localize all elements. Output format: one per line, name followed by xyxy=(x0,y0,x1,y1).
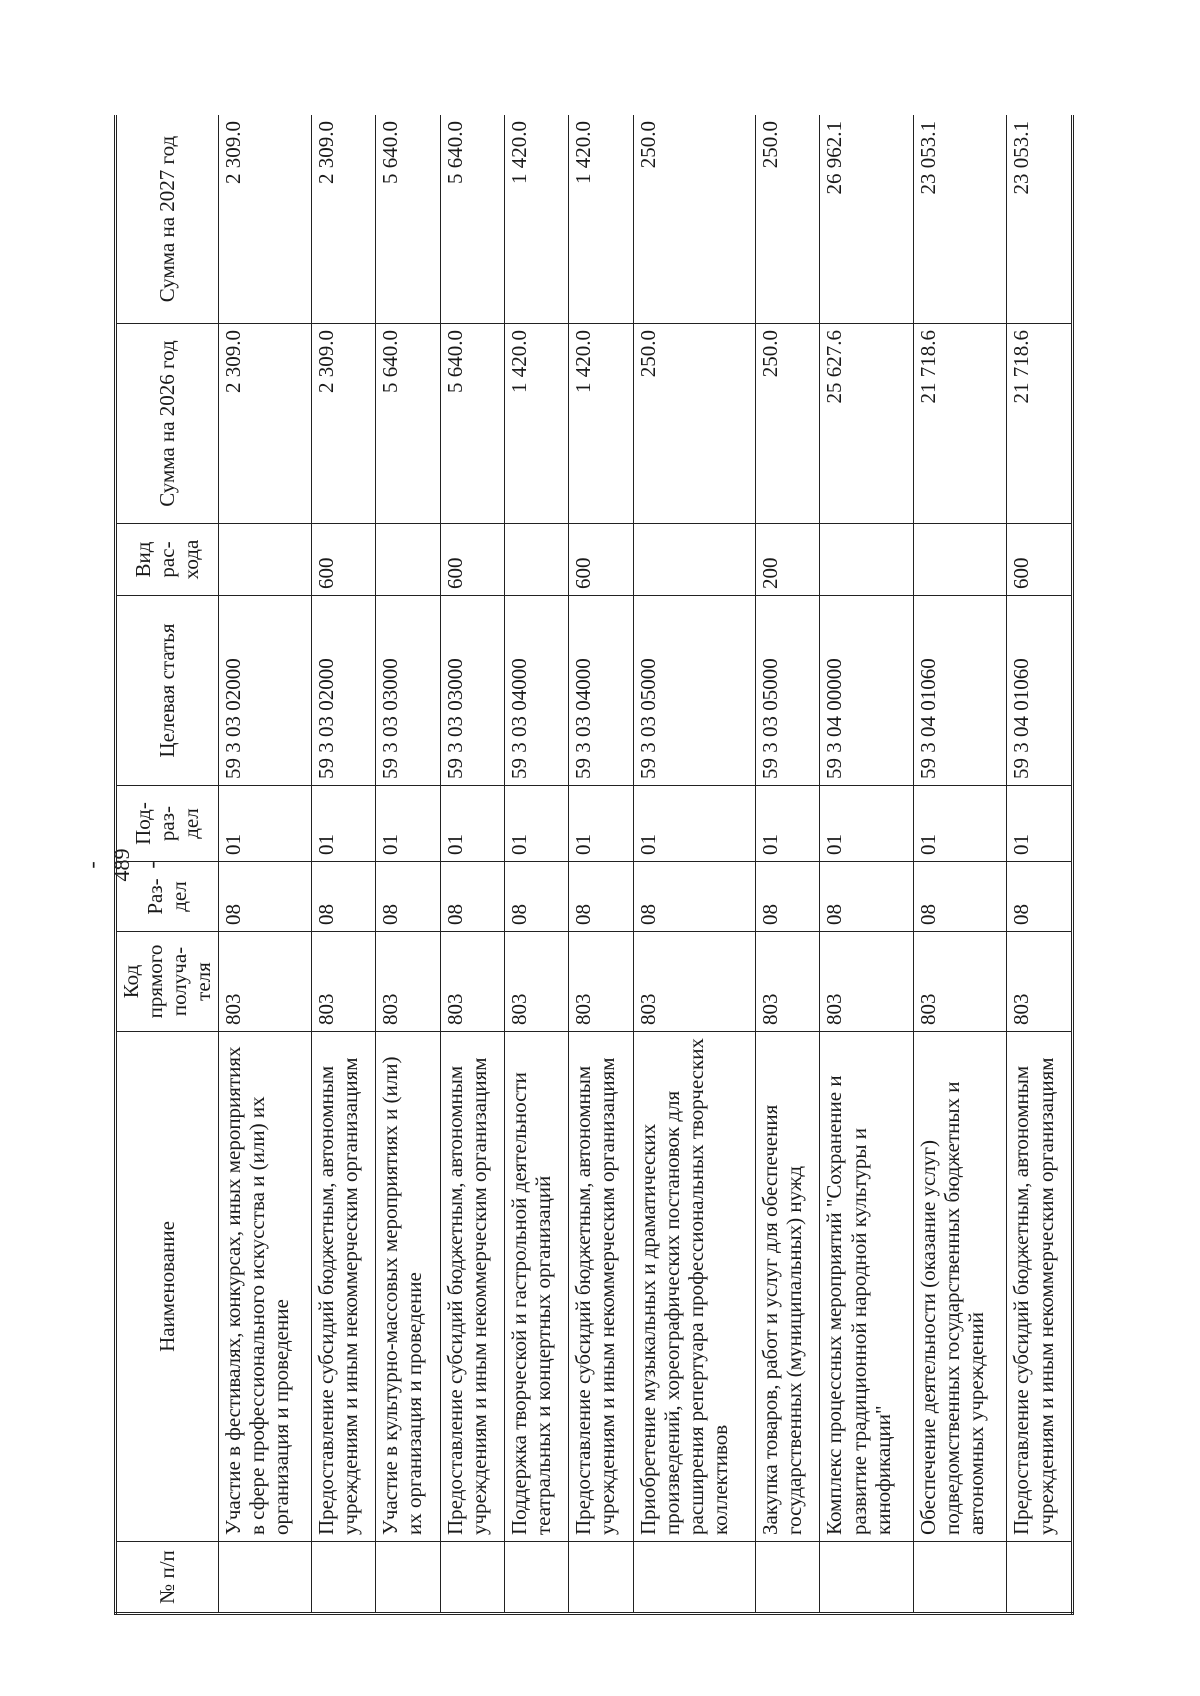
cell-expense-type xyxy=(820,524,913,596)
cell-expense-type xyxy=(633,524,756,596)
cell-num xyxy=(569,1542,633,1614)
cell-recipient: 803 xyxy=(218,932,311,1032)
cell-sum-2027: 23 053.1 xyxy=(1007,115,1073,324)
cell-num xyxy=(633,1542,756,1614)
header-num: № п/п xyxy=(116,1542,219,1614)
cell-num xyxy=(913,1542,1006,1614)
cell-name: Приобретение музыкальных и драматических произведений, хореографических постановок для расширения репертуара профессиональных творческих коллективов xyxy=(633,1032,756,1542)
table-row xyxy=(820,115,913,1614)
cell-recipient: 803 xyxy=(756,932,820,1032)
header-subsection: Под-раз-дел xyxy=(116,786,219,862)
table-row xyxy=(569,115,633,1614)
cell-target: 59 3 03 02000 xyxy=(218,596,311,786)
cell-sum-2027: 1 420.0 xyxy=(504,115,568,324)
cell-name: Предоставление субсидий бюджетным, автономным учреждениям и иным некоммерческим организациям xyxy=(440,1032,504,1542)
cell-name: Предоставление субсидий бюджетным, автономным учреждениям и иным некоммерческим организациям xyxy=(1007,1032,1073,1542)
cell-sum-2027: 26 962.1 xyxy=(820,115,913,324)
cell-sum-2026: 1 420.0 xyxy=(569,324,633,524)
cell-expense-type xyxy=(913,524,1006,596)
cell-sum-2026: 5 640.0 xyxy=(440,324,504,524)
table-row xyxy=(913,115,1006,1614)
cell-name: Комплекс процессных мероприятий "Сохранение и развитие традиционной народной культуры и кинофикации" xyxy=(820,1032,913,1542)
cell-section: 08 xyxy=(504,862,568,932)
cell-num xyxy=(376,1542,440,1614)
cell-section: 08 xyxy=(569,862,633,932)
cell-recipient: 803 xyxy=(569,932,633,1032)
cell-recipient: 803 xyxy=(440,932,504,1032)
cell-recipient: 803 xyxy=(504,932,568,1032)
cell-num xyxy=(218,1542,311,1614)
cell-subsection: 01 xyxy=(312,786,376,862)
cell-name: Закупка товаров, работ и услуг для обеспечения государственных (муниципальных) нужд xyxy=(756,1032,820,1542)
cell-num xyxy=(440,1542,504,1614)
cell-target: 59 3 03 05000 xyxy=(756,596,820,786)
cell-section: 08 xyxy=(1007,862,1073,932)
cell-name: Предоставление субсидий бюджетным, автономным учреждениям и иным некоммерческим организациям xyxy=(569,1032,633,1542)
cell-section: 08 xyxy=(820,862,913,932)
cell-sum-2027: 250.0 xyxy=(633,115,756,324)
cell-target: 59 3 03 02000 xyxy=(312,596,376,786)
header-name: Наименование xyxy=(116,1032,219,1542)
cell-target: 59 3 04 01060 xyxy=(1007,596,1073,786)
cell-sum-2026: 5 640.0 xyxy=(376,324,440,524)
cell-section: 08 xyxy=(312,862,376,932)
cell-target: 59 3 04 01060 xyxy=(913,596,1006,786)
cell-sum-2026: 250.0 xyxy=(756,324,820,524)
cell-sum-2026: 21 718.6 xyxy=(1007,324,1073,524)
cell-recipient: 803 xyxy=(376,932,440,1032)
cell-sum-2026: 2 309.0 xyxy=(312,324,376,524)
cell-recipient: 803 xyxy=(633,932,756,1032)
cell-target: 59 3 03 03000 xyxy=(376,596,440,786)
rotated-page xyxy=(114,115,1074,1615)
table-row xyxy=(218,115,311,1614)
table-row xyxy=(504,115,568,1614)
cell-expense-type: 600 xyxy=(312,524,376,596)
cell-section: 08 xyxy=(756,862,820,932)
cell-section: 08 xyxy=(376,862,440,932)
table-header xyxy=(116,115,219,1614)
cell-sum-2027: 2 309.0 xyxy=(312,115,376,324)
cell-sum-2026: 21 718.6 xyxy=(913,324,1006,524)
table-row xyxy=(376,115,440,1614)
header-target: Целевая статья xyxy=(116,596,219,786)
cell-expense-type: 600 xyxy=(440,524,504,596)
cell-name: Участие в культурно-массовых мероприятиях и (или) их организация и проведение xyxy=(376,1032,440,1542)
table-row xyxy=(312,115,376,1614)
table-row xyxy=(633,115,756,1614)
cell-expense-type: 600 xyxy=(1007,524,1073,596)
cell-subsection: 01 xyxy=(1007,786,1073,862)
cell-sum-2027: 5 640.0 xyxy=(440,115,504,324)
budget-table xyxy=(114,115,1074,1615)
cell-sum-2026: 2 309.0 xyxy=(218,324,311,524)
header-recipient: Код прямого получа-теля xyxy=(116,932,219,1032)
cell-subsection: 01 xyxy=(440,786,504,862)
cell-recipient: 803 xyxy=(913,932,1006,1032)
cell-subsection: 01 xyxy=(913,786,1006,862)
header-section: Раз-дел xyxy=(116,862,219,932)
cell-expense-type xyxy=(504,524,568,596)
cell-num xyxy=(1007,1542,1073,1614)
table-row xyxy=(1007,115,1073,1614)
cell-target: 59 3 03 05000 xyxy=(633,596,756,786)
cell-num xyxy=(820,1542,913,1614)
cell-subsection: 01 xyxy=(633,786,756,862)
cell-subsection: 01 xyxy=(376,786,440,862)
cell-num xyxy=(756,1542,820,1614)
cell-subsection: 01 xyxy=(820,786,913,862)
table-row xyxy=(756,115,820,1614)
cell-sum-2027: 23 053.1 xyxy=(913,115,1006,324)
cell-sum-2027: 1 420.0 xyxy=(569,115,633,324)
cell-recipient: 803 xyxy=(312,932,376,1032)
cell-expense-type xyxy=(376,524,440,596)
cell-num xyxy=(312,1542,376,1614)
header-sum-2026: Сумма на 2026 год xyxy=(116,324,219,524)
cell-name: Участие в фестивалях, конкурсах, иных мероприятиях в сфере профессионального искусства и (или) их организация и проведение xyxy=(218,1032,311,1542)
cell-name: Предоставление субсидий бюджетным, автономным учреждениям и иным некоммерческим организациям xyxy=(312,1032,376,1542)
cell-section: 08 xyxy=(633,862,756,932)
cell-subsection: 01 xyxy=(569,786,633,862)
cell-sum-2027: 250.0 xyxy=(756,115,820,324)
cell-section: 08 xyxy=(218,862,311,932)
page-number: - 489 - xyxy=(79,848,164,882)
cell-sum-2026: 250.0 xyxy=(633,324,756,524)
header-expense-type: Вид рас-хода xyxy=(116,524,219,596)
cell-subsection: 01 xyxy=(756,786,820,862)
rotated-table-container xyxy=(114,115,1074,1615)
header-row xyxy=(116,115,219,1614)
cell-sum-2027: 5 640.0 xyxy=(376,115,440,324)
cell-section: 08 xyxy=(913,862,1006,932)
cell-target: 59 3 03 03000 xyxy=(440,596,504,786)
cell-subsection: 01 xyxy=(504,786,568,862)
cell-expense-type: 600 xyxy=(569,524,633,596)
header-sum-2027: Сумма на 2027 год xyxy=(116,115,219,324)
cell-name: Обеспечение деятельности (оказание услуг) подведомственных государственных бюджетных и автономных учреждений xyxy=(913,1032,1006,1542)
cell-section: 08 xyxy=(440,862,504,932)
table-row xyxy=(440,115,504,1614)
cell-expense-type xyxy=(218,524,311,596)
cell-sum-2027: 2 309.0 xyxy=(218,115,311,324)
cell-sum-2026: 25 627.6 xyxy=(820,324,913,524)
cell-num xyxy=(504,1542,568,1614)
cell-target: 59 3 03 04000 xyxy=(569,596,633,786)
cell-name: Поддержка творческой и гастрольной деятельности театральных и концертных организаций xyxy=(504,1032,568,1542)
cell-target: 59 3 03 04000 xyxy=(504,596,568,786)
cell-expense-type: 200 xyxy=(756,524,820,596)
cell-sum-2026: 1 420.0 xyxy=(504,324,568,524)
cell-subsection: 01 xyxy=(218,786,311,862)
cell-target: 59 3 04 00000 xyxy=(820,596,913,786)
table-body xyxy=(218,115,1072,1614)
cell-recipient: 803 xyxy=(820,932,913,1032)
cell-recipient: 803 xyxy=(1007,932,1073,1032)
